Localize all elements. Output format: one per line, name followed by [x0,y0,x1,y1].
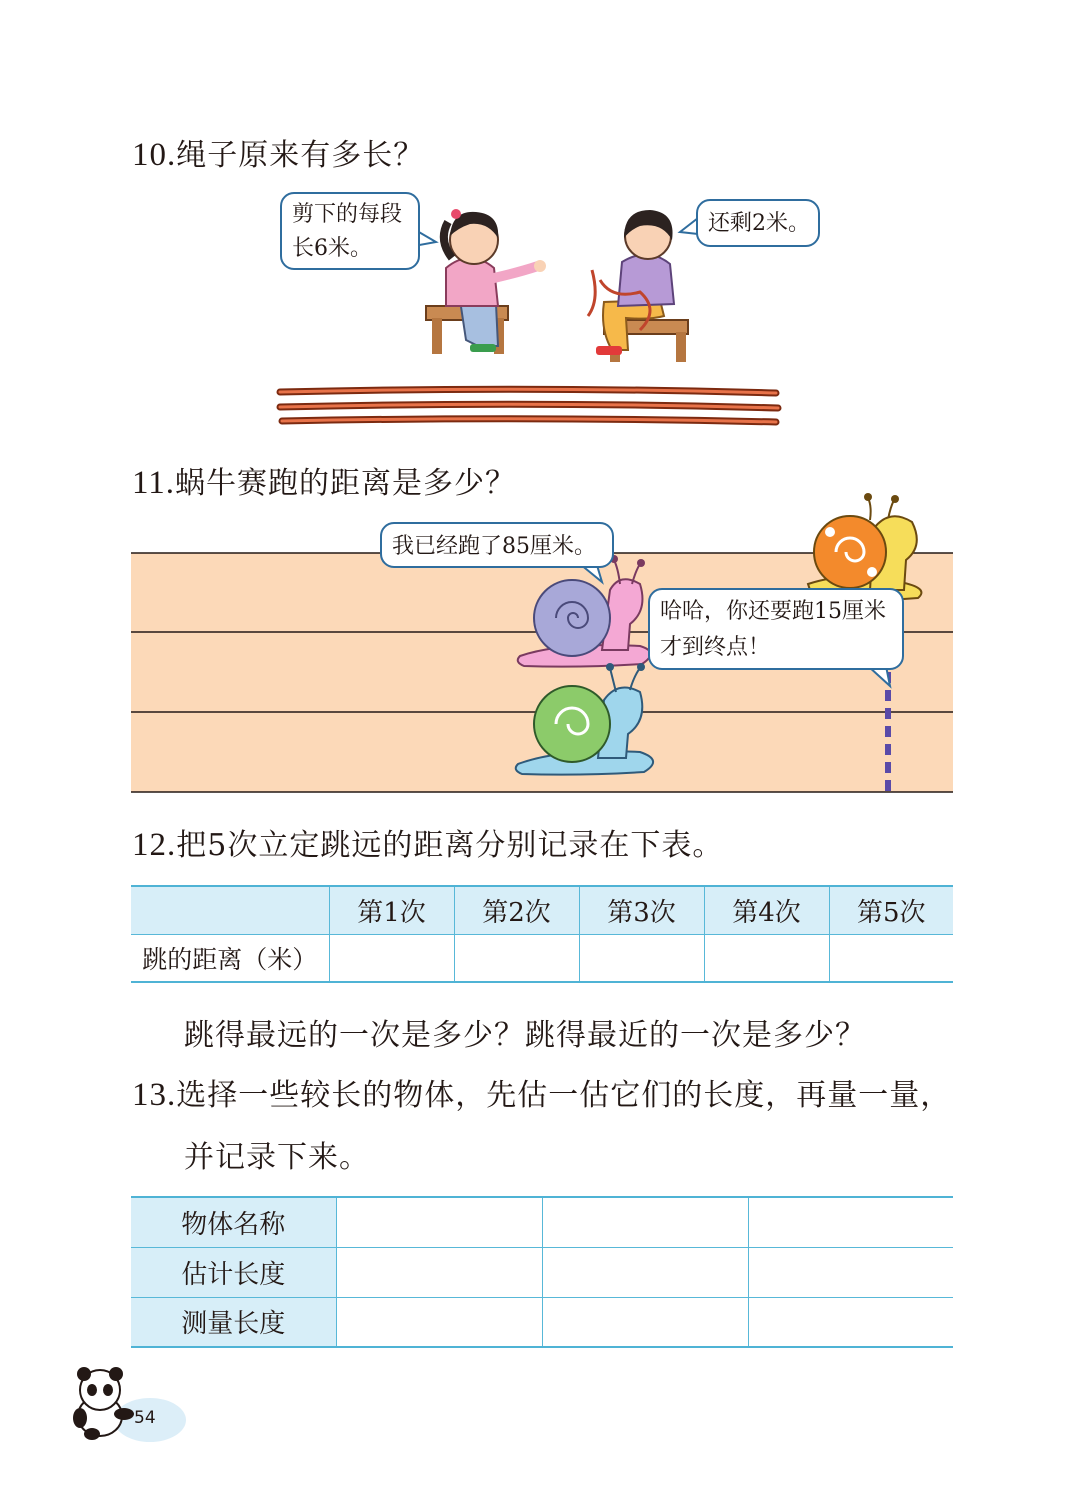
speech-bubble-right [696,199,820,247]
table-cell-input[interactable] [748,1297,953,1347]
jump-record-table [131,885,953,983]
table-cell-input[interactable] [329,934,454,982]
question-13-line2: 并记录下来。 [184,1140,370,1175]
table-cell-input[interactable] [829,934,953,982]
question-text: 绳子原来有多长？ [176,138,425,173]
table-cell-input[interactable] [336,1197,542,1247]
estimate-table [131,1196,953,1348]
table-cell-input[interactable] [748,1197,953,1247]
table-row [131,1197,953,1247]
question-text: 把5次立定跳远的距离分别记录在下表。 [176,828,724,863]
table-cell-input[interactable] [336,1247,542,1297]
table-row [131,934,953,982]
table-cell-input[interactable] [748,1247,953,1297]
bubble-line: 剪下的每段 [292,202,403,227]
question-13 [132,1070,951,1114]
question-12-followup: 跳得最远的一次是多少？跳得最近的一次是多少？ [184,1018,866,1053]
table-header-cell [131,886,329,934]
table-cell-input[interactable] [336,1297,542,1347]
table-cell-input[interactable] [704,934,829,982]
speech-bubble-left [280,192,420,270]
table-header-cell: 第1次 [329,886,454,934]
table-cell-input[interactable] [579,934,704,982]
bubble-line: 才到终点！ [660,635,771,660]
question-number: 11. [132,465,176,501]
question-text: 选择一些较长的物体，先估一估它们的长度，再量一量， [176,1078,952,1113]
table-header-cell: 第5次 [829,886,953,934]
girl-right-illustration [588,210,688,362]
question-number: 12. [132,827,177,863]
table-header-row [131,886,953,934]
question-10 [132,130,424,174]
row-label: 估计长度 [131,1247,336,1297]
girl-left-illustration [426,209,546,354]
bubble-line: 我已经跑了85厘米。 [392,534,596,559]
orange-snail-illustration [808,493,921,600]
question-number: 10. [132,137,177,173]
table-cell-input[interactable] [542,1247,748,1297]
bubble-line: 长6米。 [292,236,372,261]
bubble-line: 哈哈，你还要跑15厘米 [660,599,886,624]
table-row [131,1297,953,1347]
page-number: 54 [134,1408,156,1428]
speech-bubble-snail-pink [380,522,614,568]
question-text: 蜗牛赛跑的距离是多少？ [175,466,517,501]
row-label: 跳的距离（米） [131,934,329,982]
row-label: 测量长度 [131,1297,336,1347]
ropes-illustration [280,389,778,422]
table-header-cell: 第3次 [579,886,704,934]
speech-bubble-snail-orange [648,588,904,670]
question-number: 13. [132,1077,177,1113]
table-header-cell: 第2次 [454,886,579,934]
table-cell-input[interactable] [542,1297,748,1347]
question-12 [132,820,723,864]
table-row [131,1247,953,1297]
table-cell-input[interactable] [542,1197,748,1247]
table-cell-input[interactable] [454,934,579,982]
bubble-line: 还剩2米。 [708,211,810,236]
table-header-cell: 第4次 [704,886,829,934]
question-11 [132,458,516,502]
row-label: 物体名称 [131,1197,336,1247]
panda-mascot-icon [73,1367,186,1442]
